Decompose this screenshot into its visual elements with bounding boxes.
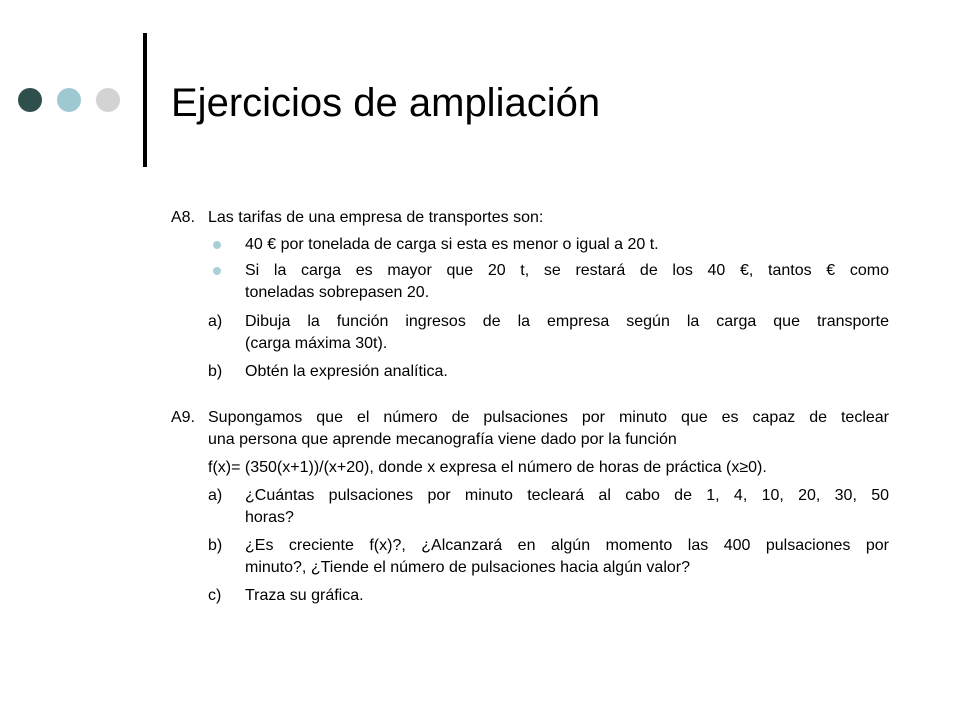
a9-item-c-text: Traza su gráfica.	[245, 587, 364, 604]
title-divider	[143, 33, 147, 167]
exercise-a8-label: A8.	[171, 209, 196, 226]
a9-formula: f(x)= (350(x+1))/(x+20), donde x expresa el número de horas de práctica (x≥0).	[208, 459, 767, 476]
decor-dot-dark	[18, 88, 42, 112]
a9-item-b-line-2: minuto?, ¿Tiende el número de pulsaciones hacia algún valor?	[245, 559, 691, 576]
a8-item-b-label: b)	[208, 363, 223, 380]
a8-item-b-text: Obtén la expresión analítica.	[245, 363, 448, 380]
a8-item-a-line-1: Dibuja la función ingresos de la empresa según la carga que transporte	[245, 313, 889, 330]
a8-item-a-label: a)	[208, 313, 223, 330]
decor-dot-teal	[57, 88, 81, 112]
a9-item-b-label: b)	[208, 537, 223, 554]
a8-bullet-2-line-1: Si la carga es mayor que 20 t, se restará de los 40 €, tantos € como	[245, 262, 889, 279]
decor-dot-gray	[96, 88, 120, 112]
a9-item-b-line-1: ¿Es creciente f(x)?, ¿Alcanzará en algún momento las 400 pulsaciones por	[245, 537, 889, 554]
a9-item-a-label: a)	[208, 487, 223, 504]
exercise-a9-intro-line-1: Supongamos que el número de pulsaciones por minuto que es capaz de teclear	[208, 409, 889, 426]
exercise-a9-label: A9.	[171, 409, 196, 426]
a9-item-a-line-1: ¿Cuántas pulsaciones por minuto tecleará al cabo de 1, 4, 10, 20, 30, 50	[245, 487, 889, 504]
a9-item-a-line-2: horas?	[245, 509, 294, 526]
bullet-dot-icon	[213, 241, 221, 249]
a8-bullet-2-line-2: toneladas sobrepasen 20.	[245, 284, 430, 301]
a8-bullet-1: 40 € por tonelada de carga si esta es menor o igual a 20 t.	[245, 236, 659, 253]
exercise-a9-intro-line-2: una persona que aprende mecanografía viene dado por la función	[208, 431, 677, 448]
a9-item-c-label: c)	[208, 587, 222, 604]
bullet-dot-icon	[213, 267, 221, 275]
exercise-a8-intro: Las tarifas de una empresa de transportes son:	[208, 209, 544, 226]
slide-title: Ejercicios de ampliación	[171, 81, 601, 125]
a8-item-a-line-2: (carga máxima 30t).	[245, 335, 388, 352]
